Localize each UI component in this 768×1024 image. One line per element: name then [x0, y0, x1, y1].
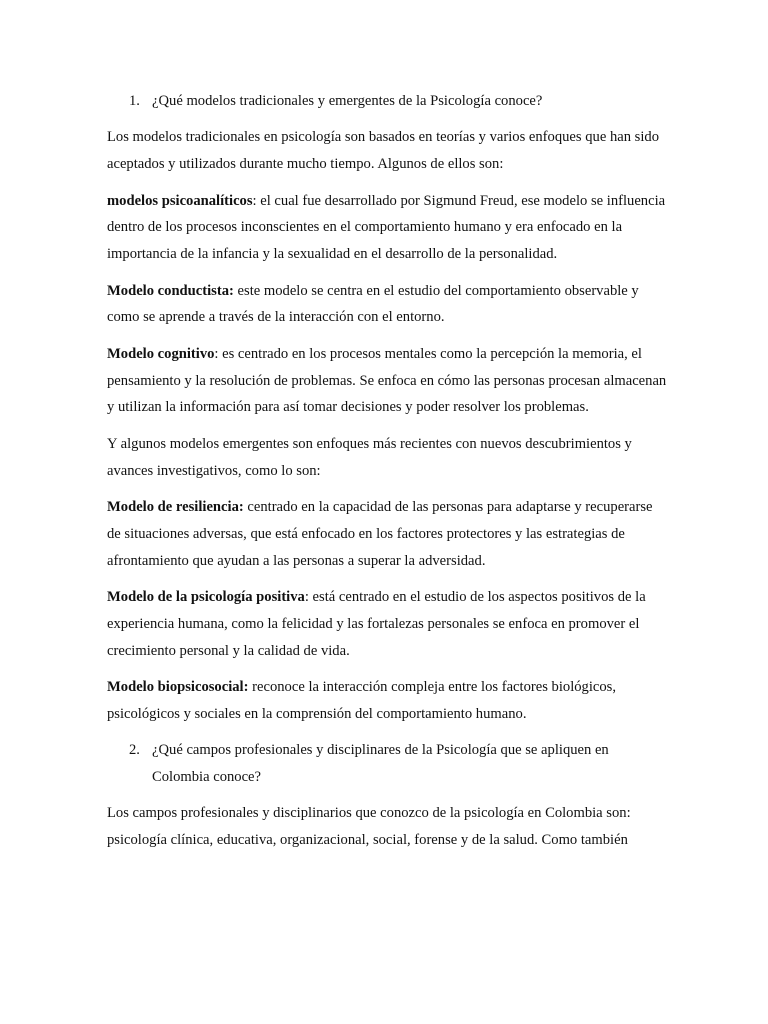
question-1 — [107, 88, 667, 115]
model-cognitive-term: Modelo cognitivo — [107, 345, 215, 362]
question-2-text: ¿Qué campos profesionales y disciplinares de la Psicología que se apliquen en Colombia conoce? — [152, 742, 609, 785]
model-behaviorist — [107, 278, 667, 332]
model-cognitive — [107, 341, 667, 421]
model-resilience-term: Modelo de resiliencia: — [107, 498, 244, 515]
paragraph-emergent-intro: Y algunos modelos emergentes son enfoques más recientes con nuevos descubrimientos y avances investigativos, como lo son: — [107, 435, 632, 479]
model-resilience — [107, 494, 667, 574]
model-behaviorist-text: este modelo se centra en el estudio del comportamiento observable y como se aprende a través de la interacción con el entorno. — [107, 282, 639, 326]
question-2 — [107, 737, 667, 791]
model-biopsychosocial — [107, 674, 667, 728]
model-psychoanalytic-text: : el cual fue desarrollado por Sigmund Freud, ese modelo se influencia dentro de los procesos inconscientes en el comportamiento humano y era enfocado en la importancia de la infancia y la sexualidad en el desarrollo de la personalidad. — [107, 192, 666, 263]
model-biopsychosocial-text: reconoce la interacción compleja entre los factores biológicos, psicológicos y sociales en la comprensión del comportamiento humano. — [107, 678, 617, 722]
model-cognitive-text: : es centrado en los procesos mentales como la percepción la memoria, el pensamiento y la resolución de problemas. Se enfoca en cómo las personas procesan almacenan y utilizan la información para así tomar decisiones y poder resolver los problemas. — [107, 345, 667, 416]
paragraph-traditional-intro: Los modelos tradicionales en psicología son basados en teorías y varios enfoques que han sido aceptados y utilizados durante mucho tiempo. Algunos de ellos son: — [107, 129, 660, 173]
model-biopsychosocial-term: Modelo biopsicosocial: — [107, 678, 249, 695]
model-positive-psychology-term: Modelo de la psicología positiva — [107, 588, 305, 605]
question-1-text: ¿Qué modelos tradicionales y emergentes de la Psicología conoce? — [152, 93, 543, 109]
model-psychoanalytic-term: modelos psicoanalíticos — [107, 192, 253, 209]
question-1-number: 1. — [129, 93, 140, 109]
model-resilience-text: centrado en la capacidad de las personas para adaptarse y recuperarse de situaciones adversas, que está enfocado en los factores protectores y las estrategias de afrontamiento que ayudan a las personas a superar la adversidad. — [107, 498, 653, 569]
paragraph-answer-2: Los campos profesionales y disciplinarios que conozco de la psicología en Colombia son: psicología clínica, educativa, organizacional, social, forense y de la salud. Como también — [107, 805, 631, 849]
model-psychoanalytic — [107, 188, 667, 268]
model-positive-psychology — [107, 584, 667, 664]
document-body — [107, 88, 667, 863]
model-positive-psychology-text: : está centrado en el estudio de los aspectos positivos de la experiencia humana, como la felicidad y las fortalezas personales se enfoca en promover el crecimiento personal y la calidad de vida. — [107, 588, 646, 659]
question-2-number: 2. — [129, 742, 140, 759]
model-behaviorist-term: Modelo conductista: — [107, 282, 234, 299]
